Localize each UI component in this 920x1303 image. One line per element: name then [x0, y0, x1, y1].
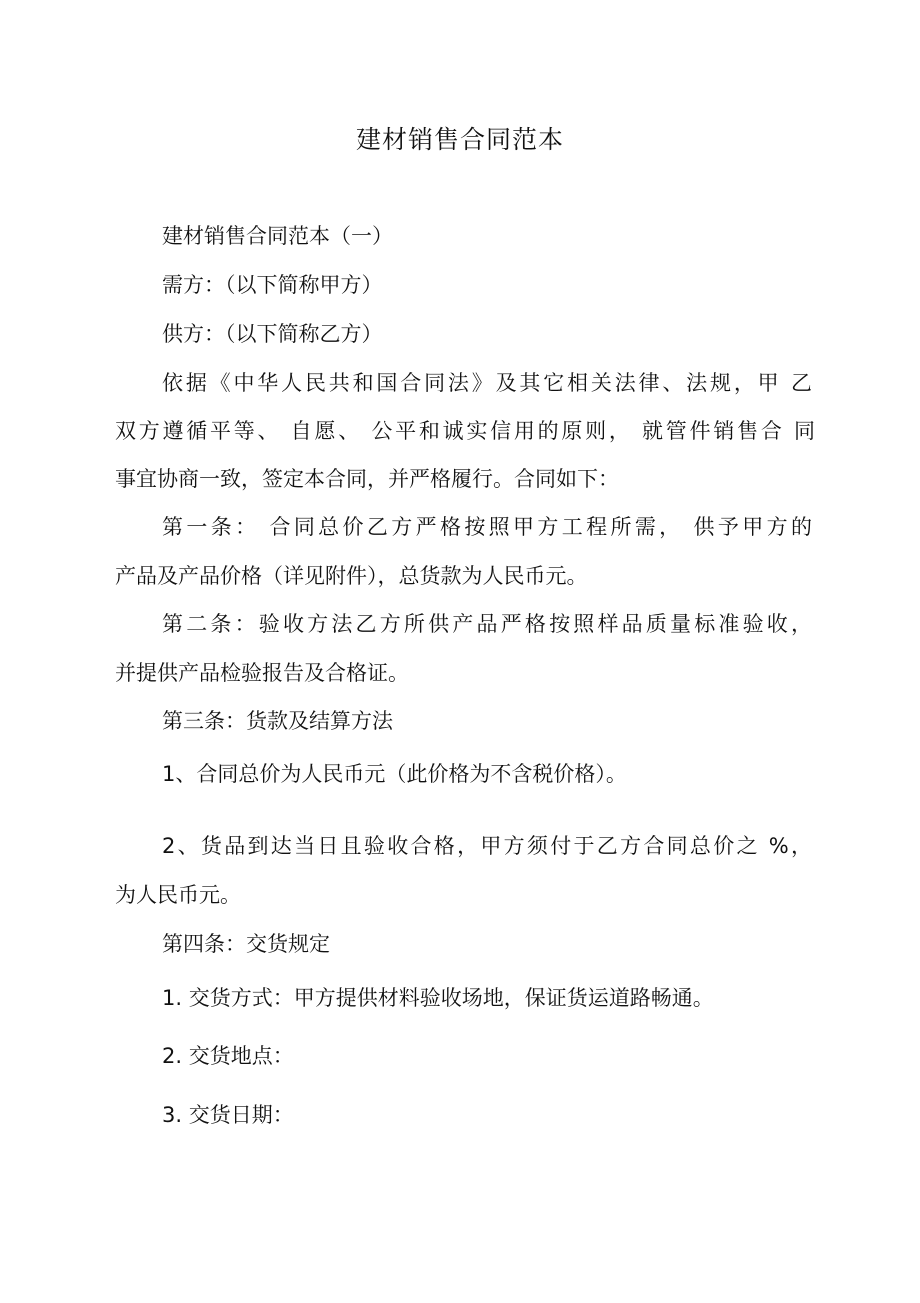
buyer-line: 需方：（以下简称甲方） — [162, 273, 383, 297]
article-3-item-1: 1、合同总价为人民币元（此价格为不含税价格）。 — [162, 762, 627, 786]
article-2-line-2: 并提供产品检验报告及合格证。 — [115, 661, 409, 685]
document-title: 建材销售合同范本 — [355, 125, 564, 154]
article-1-line-2: 产品及产品价格（详见附件），总货款为人民币元。 — [115, 564, 588, 588]
article-2-line-1: 第二条：验收方法乙方所供产品严格按照样品质量标准验收， — [162, 612, 812, 636]
preamble-line-3: 事宜协商一致，签定本合同，并严格履行。合同如下： — [115, 467, 619, 491]
article-4-heading: 第四条：交货规定 — [162, 932, 330, 956]
supplier-line: 供方：（以下简称乙方） — [162, 322, 383, 346]
subtitle: 建材销售合同范本（一） — [162, 224, 393, 248]
delivery-method: 1. 交货方式：甲方提供材料验收场地，保证货运道路畅通。 — [162, 986, 714, 1010]
article-3-item-2-line-2: 为人民币元。 — [115, 883, 241, 907]
article-3-item-2-line-1: 2、货品到达当日且验收合格，甲方须付于乙方合同总价之 %， — [162, 834, 812, 858]
preamble-line-1: 依据《中华人民共和国合同法》及其它相关法律、法规，甲 乙 — [162, 371, 812, 395]
article-3-heading: 第三条：货款及结算方法 — [162, 709, 393, 733]
preamble-line-2: 双方遵循平等、 自愿、 公平和诚实信用的原则， 就管件销售合 同 — [115, 419, 815, 443]
article-1-line-1: 第一条： 合同总价乙方严格按照甲方工程所需， 供予甲方的 — [162, 515, 812, 539]
delivery-date: 3. 交货日期： — [162, 1103, 294, 1127]
delivery-location: 2. 交货地点： — [162, 1044, 294, 1068]
